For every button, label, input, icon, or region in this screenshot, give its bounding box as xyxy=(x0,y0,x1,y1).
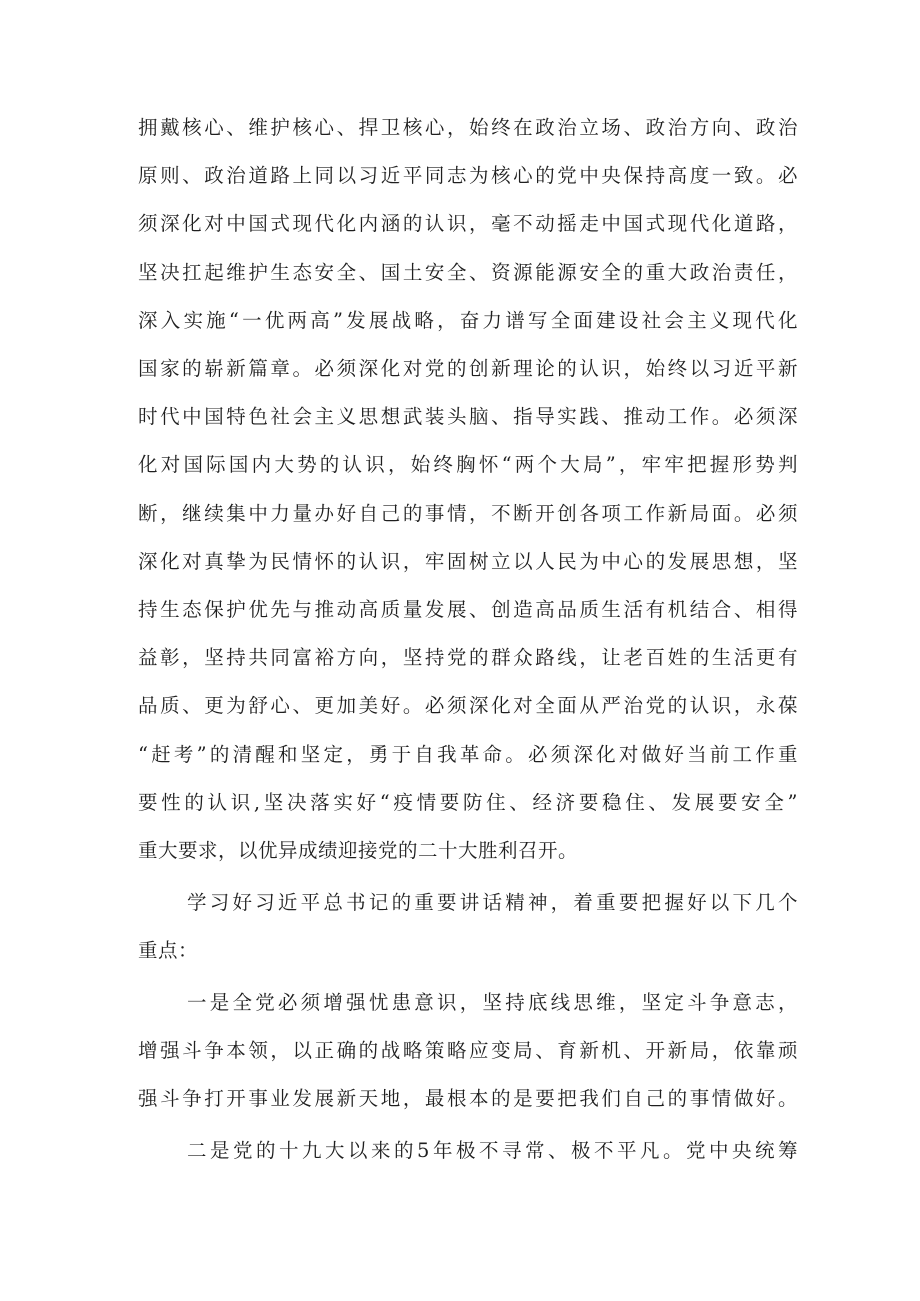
body-text-line: 坚决扛起维护生态安全、国土安全、资源能源安全的重大政治责任， xyxy=(138,261,798,284)
body-text-line: 益彰，坚持共同富裕方向，坚持党的群众路线，让老百姓的生活更有 xyxy=(138,646,798,669)
body-text-line: 重点： xyxy=(138,939,199,962)
body-text-line: 增强斗争本领，以正确的战略策略应变局、育新机、开新局，依靠顽 xyxy=(138,1039,798,1062)
body-text-line: 国家的崭新篇章。必须深化对党的创新理论的认识，始终以习近平新 xyxy=(138,357,798,380)
body-text-line: 重大要求，以优异成绩迎接党的二十大胜利召开。 xyxy=(138,839,579,862)
body-text-line: 原则、政治道路上同以习近平同志为核心的党中央保持高度一致。必 xyxy=(138,164,798,187)
paragraph-first-line: 一是全党必须增强忧患意识，坚持底线思维，坚定斗争意志， xyxy=(187,991,798,1014)
body-text-line: 持生态保护优先与推动高质量发展、创造高品质生活有机结合、相得 xyxy=(138,598,798,621)
body-text-line: 品质、更为舒心、更加美好。必须深化对全面从严治党的认识，永葆 xyxy=(138,694,798,717)
body-text-line: 深入实施“一优两高”发展战略，奋力谱写全面建设社会主义现代化 xyxy=(138,309,798,332)
body-text-line: “赶考”的清醒和坚定，勇于自我革命。必须深化对做好当前工作重 xyxy=(138,743,798,766)
body-text-line: 拥戴核心、维护核心、捍卫核心，始终在政治立场、政治方向、政治 xyxy=(138,116,798,139)
body-text-line: 化对国际国内大势的认识，始终胸怀“两个大局”，牢牢把握形势判 xyxy=(138,453,798,476)
body-text-line: 强斗争打开事业发展新天地，最根本的是要把我们自己的事情做好。 xyxy=(138,1087,798,1110)
body-text-line: 要性的认识,坚决落实好“疫情要防住、经济要稳住、发展要安全” xyxy=(138,791,798,814)
body-text-line: 断，继续集中力量办好自己的事情，不断开创各项工作新局面。必须 xyxy=(138,502,798,525)
body-text-line: 时代中国特色社会主义思想武装头脑、指导实践、推动工作。必须深 xyxy=(138,405,798,428)
paragraph-first-line: 学习好习近平总书记的重要讲话精神，着重要把握好以下几个 xyxy=(187,891,798,914)
body-text-line: 须深化对中国式现代化内涵的认识，毫不动摇走中国式现代化道路， xyxy=(138,212,798,235)
body-text-line: 深化对真挚为民情怀的认识，牢固树立以人民为中心的发展思想，坚 xyxy=(138,550,798,573)
paragraph-first-line: 二是党的十九大以来的5年极不寻常、极不平凡。党中央统筹 xyxy=(187,1139,798,1162)
